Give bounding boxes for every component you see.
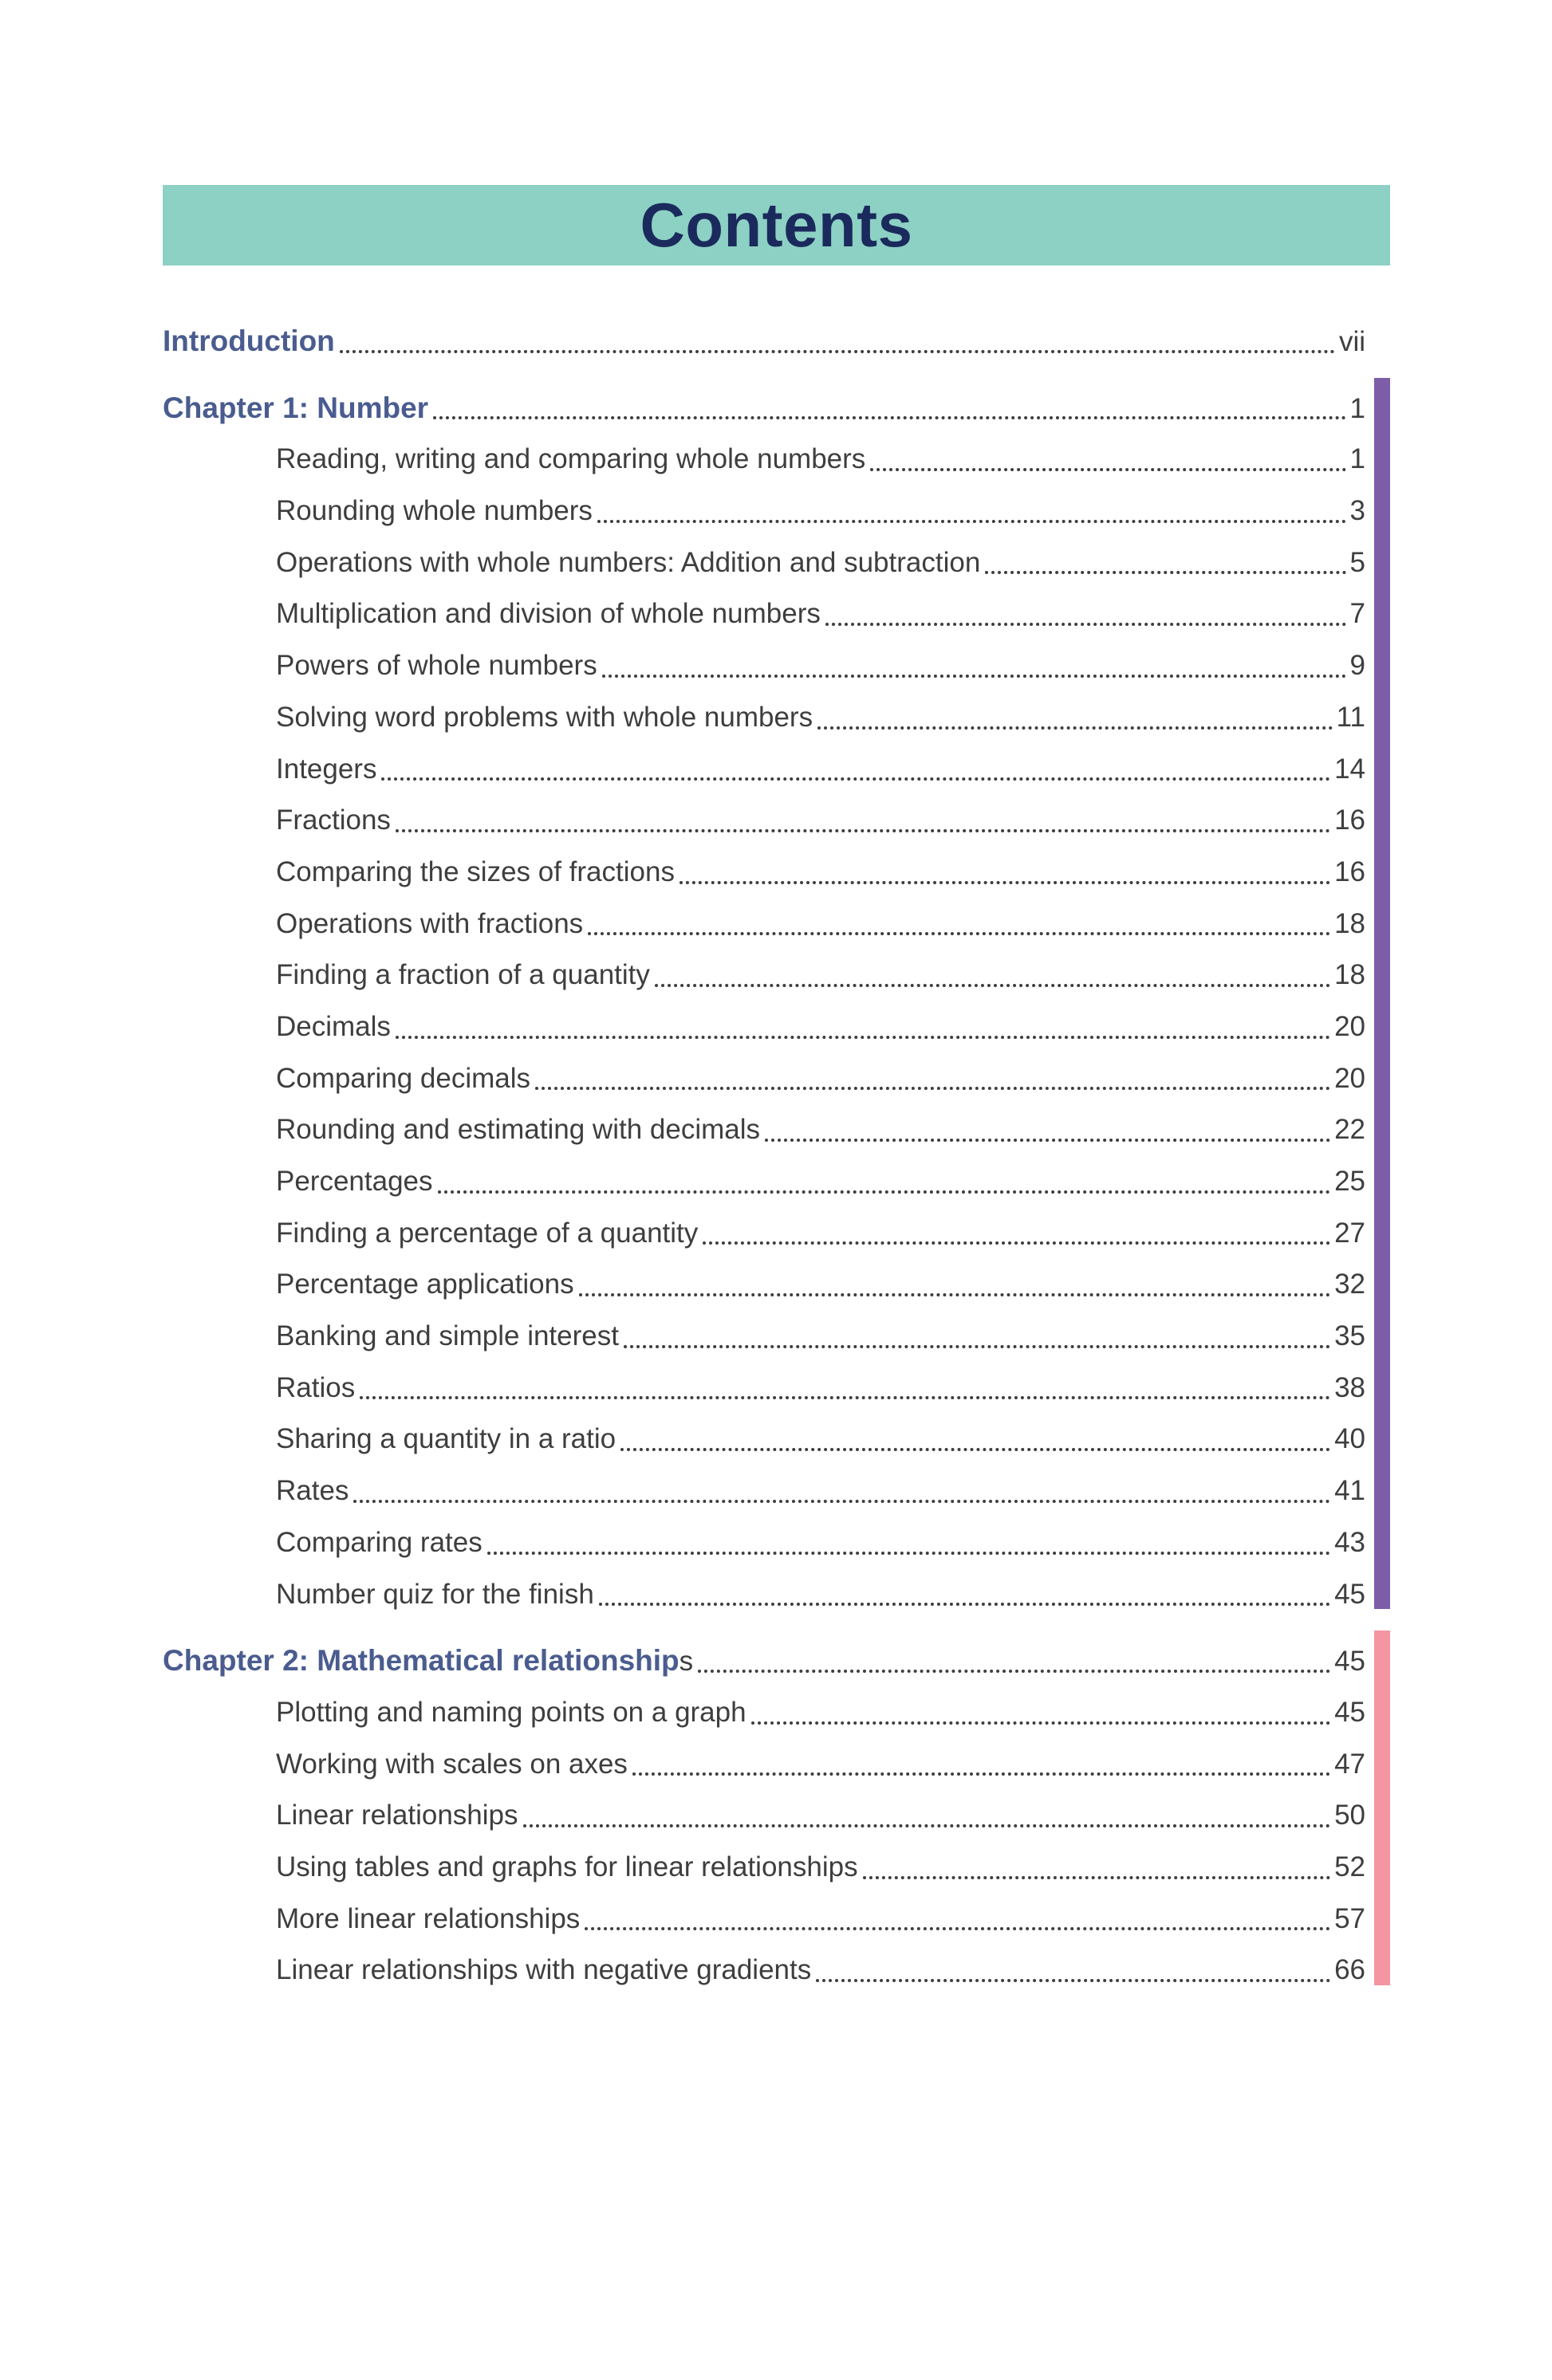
toc-entry-label: Introduction <box>163 325 335 357</box>
toc-entry-page-number: 45 <box>1334 1578 1365 1610</box>
toc-entry-page-number: 20 <box>1334 1062 1365 1094</box>
toc-entry-label: Solving word problems with whole numbers <box>276 701 813 733</box>
toc-entry <box>163 1465 1390 1517</box>
toc-entry-label: Percentages <box>276 1166 433 1197</box>
toc-entry-label: Percentage applications <box>276 1269 574 1300</box>
toc-entry-page-number: 18 <box>1334 959 1365 991</box>
dot-leader <box>588 932 1330 935</box>
dot-leader <box>353 1500 1330 1503</box>
dot-leader <box>360 1396 1330 1399</box>
dot-leader <box>655 984 1330 987</box>
chapter-2-accent-bar <box>1374 1631 1390 1985</box>
toc-entry-label: Comparing decimals <box>276 1062 531 1094</box>
toc-entry <box>163 1414 1390 1465</box>
toc-entry <box>163 1687 1390 1739</box>
toc-entry <box>163 744 1390 796</box>
toc-entry-page-number: 45 <box>1334 1696 1365 1728</box>
chapter-page-number: 1 <box>1349 392 1365 424</box>
toc-entry-introduction <box>163 316 1390 368</box>
toc-chapter-heading <box>163 1635 1390 1687</box>
toc-entry <box>163 1945 1390 1996</box>
toc-entry-page-number: 14 <box>1334 753 1365 785</box>
toc-entry-label: Comparing the sizes of fractions <box>276 856 675 887</box>
toc-entry-label: Linear relationships with negative gradients <box>276 1954 812 1986</box>
toc-entry-label: Plotting and naming points on a graph <box>276 1696 746 1728</box>
toc-entry-page-number: 16 <box>1334 804 1365 836</box>
toc-entry <box>163 1363 1390 1414</box>
dot-leader <box>620 1448 1330 1451</box>
toc-entry <box>163 950 1390 1001</box>
toc-entry <box>163 1517 1390 1569</box>
toc-entry-page-number: 20 <box>1334 1010 1365 1042</box>
toc-entry-label: More linear relationships <box>276 1902 581 1934</box>
dot-leader <box>396 1036 1330 1039</box>
toc-entry <box>163 1208 1390 1260</box>
toc-entry-label: Rounding whole numbers <box>276 495 593 527</box>
toc-entry-label: Integers <box>276 753 377 785</box>
toc-entry-page-number: 66 <box>1334 1954 1365 1986</box>
dot-leader <box>381 777 1330 781</box>
toc-entry <box>163 640 1390 692</box>
toc-entry <box>163 1311 1390 1363</box>
toc-entry-page-number: 7 <box>1349 598 1365 630</box>
dot-leader <box>579 1293 1330 1296</box>
dot-leader <box>396 829 1330 832</box>
chapter-page-number: 45 <box>1334 1646 1365 1678</box>
toc-entry <box>163 1842 1390 1894</box>
toc-entry-label: Fractions <box>276 804 391 836</box>
dot-leader <box>438 1190 1331 1194</box>
toc-entry-label: Rounding and estimating with decimals <box>276 1114 760 1146</box>
toc-entry-label: Finding a fraction of a quantity <box>276 959 650 991</box>
toc-entry-label: Sharing a quantity in a ratio <box>276 1423 616 1455</box>
toc-entry-label: Operations with fractions <box>276 907 584 939</box>
toc-entry-page-number: 18 <box>1334 907 1365 939</box>
toc-entry-page-number: 22 <box>1334 1114 1365 1146</box>
toc-entry-page-number: 1 <box>1349 443 1365 475</box>
toc-entry-page-number: 11 <box>1336 701 1365 733</box>
toc-entry-page-number: 41 <box>1334 1475 1365 1507</box>
toc-entry-page-number: 50 <box>1334 1800 1365 1831</box>
dot-leader <box>679 881 1330 884</box>
toc-entry <box>163 1259 1390 1311</box>
toc-entry-page-number: 16 <box>1334 856 1365 887</box>
dot-leader <box>340 350 1335 353</box>
toc-entry <box>163 1739 1390 1791</box>
dot-leader <box>433 416 1345 419</box>
toc-entry-label: Multiplication and division of whole numbers <box>276 598 821 630</box>
dot-leader <box>535 1087 1330 1090</box>
toc-entry-page-number: 40 <box>1334 1423 1365 1455</box>
toc-entry-label: Rates <box>276 1475 349 1507</box>
dot-leader <box>698 1670 1330 1673</box>
toc-entry-label: Comparing rates <box>276 1526 483 1558</box>
toc-entry-label: Using tables and graphs for linear relationships <box>276 1851 858 1882</box>
contents-banner <box>163 185 1390 266</box>
dot-leader <box>870 468 1345 471</box>
toc-entry-page-number: 35 <box>1334 1320 1365 1352</box>
toc-entry-label: Banking and simple interest <box>276 1320 619 1352</box>
dot-leader <box>703 1241 1330 1245</box>
dot-leader <box>751 1721 1330 1725</box>
toc-entry <box>163 1104 1390 1156</box>
dot-leader <box>585 1927 1330 1930</box>
toc-entry <box>163 537 1390 589</box>
toc-entry <box>163 692 1390 744</box>
toc-entry-page-number: 43 <box>1334 1526 1365 1558</box>
dot-leader <box>523 1824 1331 1827</box>
toc-entry <box>163 1790 1390 1842</box>
toc-entry <box>163 434 1390 486</box>
chapter-title-label: Chapter 1: Number <box>163 391 429 424</box>
chapter-1-section <box>163 383 1390 1621</box>
chapter-title-suffix: s <box>679 1646 694 1678</box>
toc-entry-label: Linear relationships <box>276 1800 518 1831</box>
toc-entry <box>163 899 1390 950</box>
dot-leader <box>765 1139 1330 1142</box>
dot-leader <box>985 571 1345 574</box>
toc-entry-page-number: 47 <box>1334 1748 1365 1780</box>
toc-entry-label: Ratios <box>276 1371 356 1403</box>
dot-leader <box>817 726 1333 730</box>
table-of-contents <box>163 316 1390 1996</box>
toc-entry-label: Finding a percentage of a quantity <box>276 1217 699 1249</box>
dot-leader <box>487 1552 1330 1555</box>
toc-entry <box>163 1053 1390 1105</box>
dot-leader <box>624 1345 1330 1348</box>
toc-entry-label: Reading, writing and comparing whole numbers <box>276 443 866 475</box>
chapter-title-label: Chapter 2: Mathematical relationship <box>163 1644 679 1678</box>
toc-entry-label: Powers of whole numbers <box>276 650 597 682</box>
contents-page <box>0 185 1552 1996</box>
toc-entry <box>163 1156 1390 1208</box>
chapter-1-accent-bar <box>1374 378 1390 1610</box>
toc-entry <box>163 1001 1390 1053</box>
toc-entry-label: Operations with whole numbers: Addition and subtraction <box>276 546 981 578</box>
chapter-2-section <box>163 1635 1390 1996</box>
toc-entry-page-number: 57 <box>1334 1902 1365 1934</box>
toc-entry-page-number: 52 <box>1334 1851 1365 1882</box>
toc-entry-page-number: 32 <box>1334 1269 1365 1300</box>
toc-entry-label: Decimals <box>276 1010 391 1042</box>
dot-leader <box>602 675 1346 678</box>
toc-entry-label: Number quiz for the finish <box>276 1578 594 1610</box>
toc-entry-label: Working with scales on axes <box>276 1748 628 1780</box>
toc-entry <box>163 795 1390 847</box>
toc-entry-page-number: 9 <box>1349 650 1365 682</box>
dot-leader <box>632 1772 1330 1776</box>
toc-chapter-heading <box>163 383 1390 435</box>
toc-entry <box>163 588 1390 640</box>
toc-entry-page-number: 3 <box>1349 495 1365 527</box>
dot-leader <box>599 1603 1330 1606</box>
toc-entry <box>163 847 1390 899</box>
dot-leader <box>597 520 1346 523</box>
dot-leader <box>825 623 1346 626</box>
toc-entry <box>163 1569 1390 1621</box>
toc-entry-page-number: vii <box>1338 326 1365 357</box>
toc-entry <box>163 1894 1390 1945</box>
chapter-sections <box>163 383 1390 1996</box>
dot-leader <box>863 1876 1330 1879</box>
page-title: Contents <box>640 190 913 260</box>
dot-leader <box>816 1979 1330 1982</box>
toc-entry-page-number: 5 <box>1349 546 1365 578</box>
toc-entry-page-number: 25 <box>1334 1166 1365 1197</box>
toc-entry-page-number: 27 <box>1334 1217 1365 1249</box>
toc-entry <box>163 486 1390 537</box>
toc-entry-page-number: 38 <box>1334 1371 1365 1403</box>
